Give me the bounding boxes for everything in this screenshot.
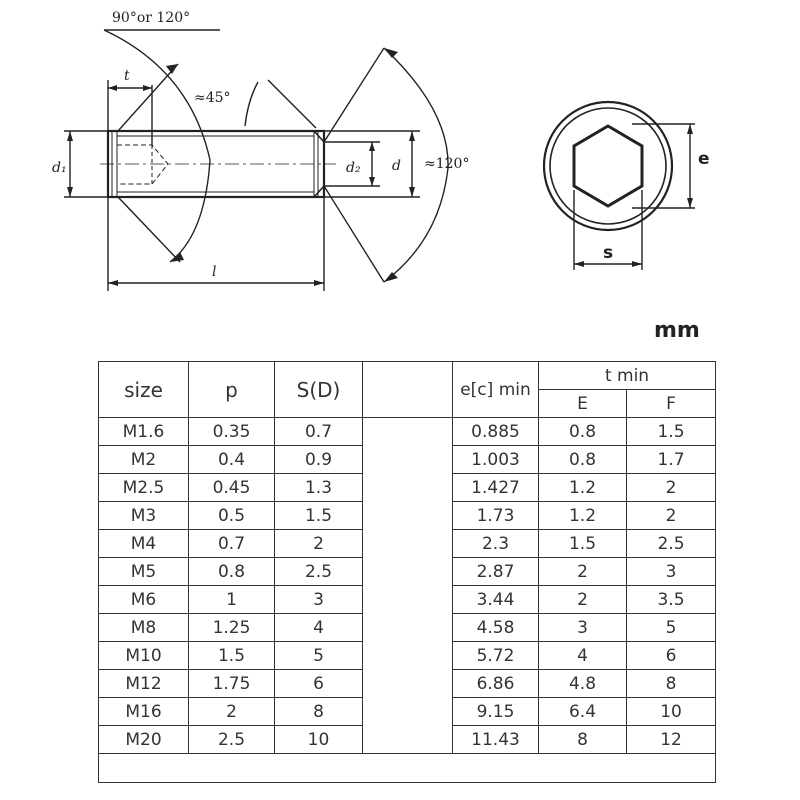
cell-size: M16 [99,698,189,726]
cell-t-e: 2 [539,586,627,614]
table-row [99,530,716,558]
table-row [99,418,716,446]
header-e: e[c] min [453,362,539,418]
cell-p: 1.5 [189,642,275,670]
table-row [99,474,716,502]
cell-t-f: 3 [627,558,716,586]
cell-blank [363,642,453,670]
cell-s: 6 [275,670,363,698]
cell-p: 2.5 [189,726,275,754]
cell-p: 0.35 [189,418,275,446]
cell-e: 1.003 [453,446,539,474]
dim-d1: d₁ [52,160,67,176]
cell-p: 0.4 [189,446,275,474]
cell-blank [363,670,453,698]
cell-s: 3 [275,586,363,614]
cell-e: 1.427 [453,474,539,502]
cell-blank [363,502,453,530]
cell-p: 1 [189,586,275,614]
cell-t-f: 3.5 [627,586,716,614]
cell-t-e: 3 [539,614,627,642]
unit-label: mm [654,318,700,343]
cell-size: M10 [99,642,189,670]
cell-s: 1.5 [275,502,363,530]
cell-e: 3.44 [453,586,539,614]
cell-e: 11.43 [453,726,539,754]
cell-t-e: 0.8 [539,418,627,446]
cell-t-f: 1.5 [627,418,716,446]
cell-blank [363,446,453,474]
dim-s: s [603,243,614,263]
cell-s: 0.9 [275,446,363,474]
cell-s: 2 [275,530,363,558]
cell-size: M12 [99,670,189,698]
cell-p: 0.5 [189,502,275,530]
table-footer-row [99,754,716,783]
cell-e: 1.73 [453,502,539,530]
cell-s: 10 [275,726,363,754]
cell-size: M4 [99,530,189,558]
cell-e: 2.87 [453,558,539,586]
cell-size: M1.6 [99,418,189,446]
table-row [99,642,716,670]
cell-t-e: 1.2 [539,502,627,530]
table-row [99,698,716,726]
cell-t-f: 6 [627,642,716,670]
cell-t-f: 2 [627,474,716,502]
cell-blank [363,558,453,586]
cell-t-f: 10 [627,698,716,726]
cell-e: 9.15 [453,698,539,726]
cell-size: M2 [99,446,189,474]
cell-s: 0.7 [275,418,363,446]
cell-t-e: 4 [539,642,627,670]
cell-p: 0.7 [189,530,275,558]
cell-t-e: 4.8 [539,670,627,698]
angle-label: 90°or 120° [112,10,191,26]
hex-socket [574,126,642,206]
cell-size: M6 [99,586,189,614]
table-row [99,502,716,530]
cell-s: 1.3 [275,474,363,502]
footer-cell [99,754,716,783]
dim-l: l [212,264,217,280]
dim-e: e [698,149,710,169]
cell-e: 5.72 [453,642,539,670]
header-s: S(D) [275,362,363,418]
cell-p: 1.75 [189,670,275,698]
cell-blank [363,726,453,754]
cell-e: 0.885 [453,418,539,446]
cone-angle-label: ≈120° [424,156,470,172]
table-row [99,558,716,586]
cell-t-f: 2 [627,502,716,530]
cell-blank [363,474,453,502]
cell-t-f: 8 [627,670,716,698]
cell-e: 4.58 [453,614,539,642]
cell-p: 1.25 [189,614,275,642]
table-row [99,586,716,614]
cell-blank [363,418,453,446]
spec-table [98,361,716,783]
cell-t-f: 2.5 [627,530,716,558]
cell-p: 0.45 [189,474,275,502]
cell-e: 6.86 [453,670,539,698]
cell-blank [363,586,453,614]
cell-t-e: 6.4 [539,698,627,726]
header-p: p [189,362,275,418]
cell-s: 4 [275,614,363,642]
table-row [99,446,716,474]
table-row [99,726,716,754]
header-t-e: E [539,390,627,418]
cell-t-f: 1.7 [627,446,716,474]
dim-t: t [124,68,130,84]
cell-t-f: 12 [627,726,716,754]
screw-body-outline [108,131,324,197]
header-t-f: F [627,390,716,418]
cell-p: 0.8 [189,558,275,586]
cell-e: 2.3 [453,530,539,558]
cell-blank [363,698,453,726]
cell-size: M3 [99,502,189,530]
screw-drawing [0,0,800,320]
header-size: size [99,362,189,418]
cell-s: 2.5 [275,558,363,586]
cell-t-e: 8 [539,726,627,754]
dim-d2: d₂ [346,160,361,176]
cell-s: 5 [275,642,363,670]
end-view-outer-circle [544,102,672,230]
table-row [99,670,716,698]
cell-blank [363,614,453,642]
cell-size: M2.5 [99,474,189,502]
cell-t-e: 0.8 [539,446,627,474]
header-blank [363,362,453,418]
cell-p: 2 [189,698,275,726]
cell-size: M5 [99,558,189,586]
header-t: t min [539,362,716,390]
cell-s: 8 [275,698,363,726]
table-row [99,614,716,642]
cell-t-e: 1.5 [539,530,627,558]
cell-size: M20 [99,726,189,754]
cell-size: M8 [99,614,189,642]
cell-t-e: 1.2 [539,474,627,502]
cell-t-e: 2 [539,558,627,586]
cell-t-f: 5 [627,614,716,642]
cell-blank [363,530,453,558]
chamfer-angle-label: ≈45° [194,90,231,106]
dim-d: d [392,158,401,174]
